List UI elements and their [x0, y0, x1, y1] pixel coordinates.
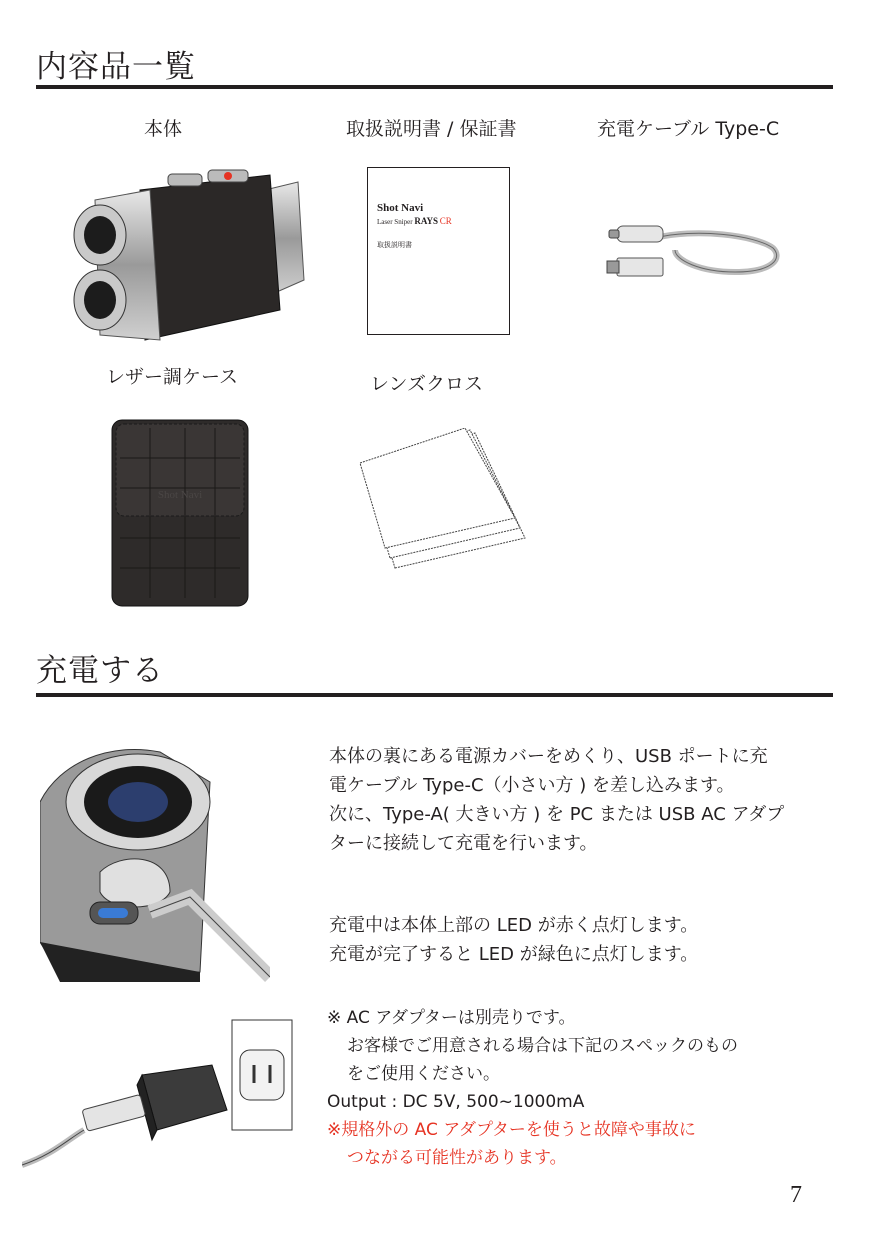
item-label-manual: 取扱説明書 / 保証書	[346, 118, 517, 140]
note-line-2: お客様でご用意される場合は下記のスペックのもの	[347, 1036, 738, 1056]
booklet-model	[377, 216, 452, 226]
booklet-model-prefix: Laser Sniper	[377, 218, 413, 226]
charging-port-illustration	[40, 742, 270, 982]
contents-title-rule	[36, 85, 833, 89]
item-label-case: レザー調ケース	[106, 366, 239, 388]
led-line-1: 充電中は本体上部の LED が赤く点灯します。	[329, 915, 699, 936]
instruction-line-1: 本体の裏にある電源カバーをめくり、USB ポートに充	[329, 746, 768, 767]
led-line-2: 充電が完了すると LED が緑色に点灯します。	[329, 944, 699, 965]
booklet-model-name: RAYS	[414, 216, 439, 226]
rangefinder-illustration	[70, 160, 310, 350]
booklet-brand: Shot Navi	[377, 202, 424, 214]
charging-title: 充電する	[36, 653, 164, 689]
instruction-line-4: ターに接続して充電を行います。	[329, 833, 598, 854]
page-number: 7	[790, 1182, 802, 1208]
booklet-model-suffix: CR	[439, 216, 452, 226]
note-line-1: ※ AC アダプターは別売りです。	[327, 1008, 576, 1028]
item-label-body: 本体	[144, 118, 183, 140]
usb-cable-illustration	[605, 210, 785, 290]
warning-line-2: つながる可能性があります。	[347, 1148, 567, 1168]
case-logo: Shot Navi	[157, 489, 203, 501]
charging-instructions	[329, 742, 829, 858]
item-label-cable: 充電ケーブル Type-C	[597, 118, 780, 140]
led-status-description	[329, 911, 829, 969]
adapter-note	[327, 1004, 827, 1172]
lens-cloth-illustration	[355, 428, 535, 578]
ac-adapter-illustration	[22, 1015, 294, 1175]
instruction-line-3: 次に、Type-A( 大きい方 ) を PC または USB AC アダプ	[329, 804, 785, 825]
charging-title-rule	[36, 693, 833, 697]
booklet-subtitle: 取扱説明書	[377, 241, 412, 249]
manual-booklet	[367, 167, 510, 335]
item-label-cloth: レンズクロス	[370, 373, 483, 395]
leather-case-illustration	[110, 418, 250, 608]
instruction-line-2: 電ケーブル Type-C（小さい方 ) を差し込みます。	[329, 775, 735, 796]
warning-line-1: ※規格外の AC アダプターを使うと故障や事故に	[327, 1120, 696, 1140]
note-line-3: をご使用ください。	[347, 1064, 500, 1084]
adapter-spec: Output : DC 5V, 500~1000mA	[327, 1092, 585, 1112]
contents-title: 内容品一覧	[36, 49, 196, 85]
